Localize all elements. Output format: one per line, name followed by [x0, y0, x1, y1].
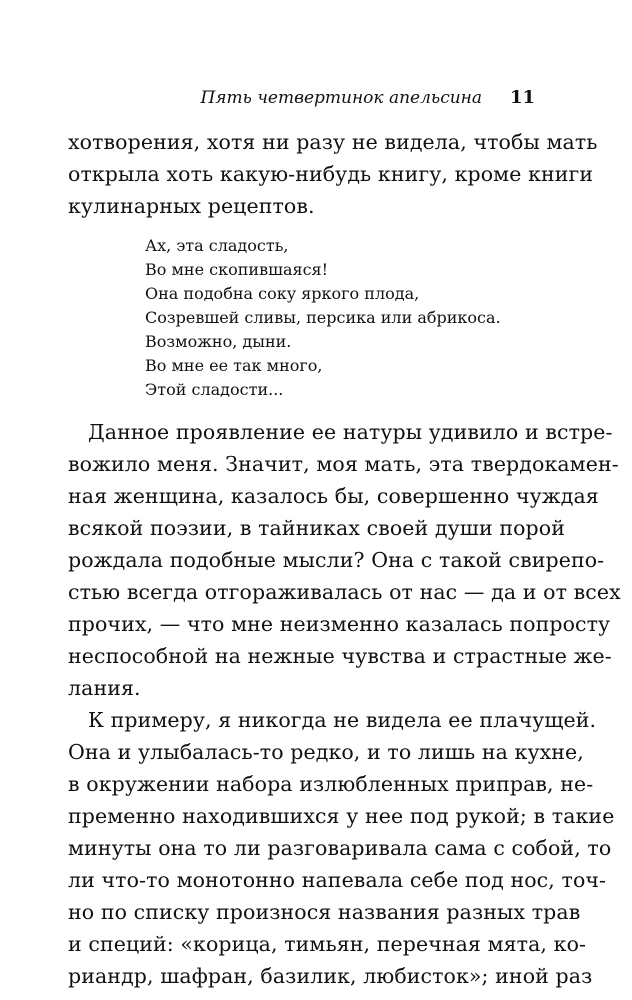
text-line: в окружении набора излюбленных приправ, не-	[68, 772, 594, 796]
verse-line: Во мне скопившаяся!	[145, 260, 329, 279]
text-line: К примеру, я никогда не видела ее плачущей.	[88, 708, 597, 732]
text-line: ли что-то монотонно напевала себе под нос, точ-	[68, 868, 607, 892]
text-line: кулинарных рецептов.	[68, 194, 315, 218]
text-line: рождала подобные мысли? Она с такой свирепо-	[68, 548, 605, 572]
verse-line: Ах, эта сладость,	[145, 236, 289, 255]
text-line: лания.	[68, 676, 141, 700]
text-line: Данное проявление ее натуры удивило и встре-	[88, 420, 613, 444]
running-header	[0, 86, 632, 114]
verse-line: Возможно, дыни.	[145, 332, 292, 351]
text-line: пременно находившихся у нее под рукой; в такие	[68, 804, 615, 828]
verse-line: Созревшей сливы, персика или абрикоса.	[145, 308, 501, 327]
text-line: прочих, — что мне неизменно казалась попросту	[68, 612, 611, 636]
text-line: ная женщина, казалось бы, совершенно чуждая	[68, 484, 599, 508]
verse-line: Во мне ее так много,	[145, 356, 323, 375]
text-line: риандр, шафран, базилик, любисток»; иной раз	[68, 964, 593, 988]
text-line: вожило меня. Значит, моя мать, эта твердокамен-	[68, 452, 619, 476]
text-line: стью всегда отгораживалась от нас — да и от всех	[68, 580, 621, 604]
text-line: неспособной на нежные чувства и страстные же-	[68, 644, 612, 668]
text-line: хотворения, хотя ни разу не видела, чтобы мать	[68, 130, 598, 154]
text-line: минуты она то ли разговаривала сама с собой, то	[68, 836, 612, 860]
text-line: всякой поэзии, в тайниках своей души порой	[68, 516, 565, 540]
page-number: 11	[510, 87, 536, 108]
text-line: Она и улыбалась-то редко, и то лишь на кухне,	[68, 740, 584, 764]
text-line: и специй: «корица, тимьян, перечная мята, ко-	[68, 932, 587, 956]
verse-line: Она подобна соку яркого плода,	[145, 284, 420, 303]
running-title: Пять четвертинок апельсина	[200, 88, 482, 108]
text-line: открыла хоть какую-нибудь книгу, кроме книги	[68, 162, 594, 186]
verse-line: Этой сладости...	[145, 380, 284, 399]
text-line: но по списку произнося названия разных трав	[68, 900, 581, 924]
